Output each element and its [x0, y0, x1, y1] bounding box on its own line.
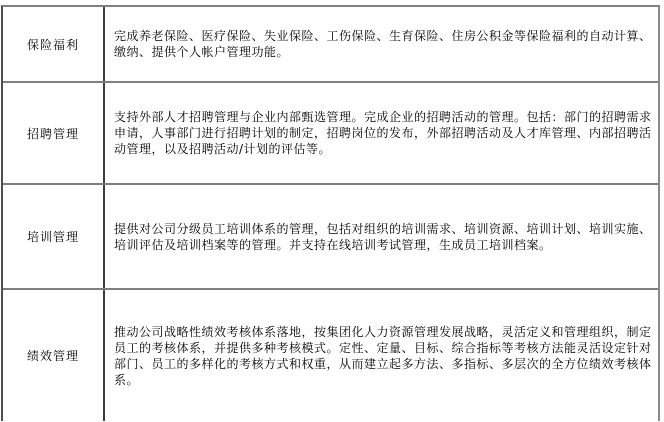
row-description-text: 支持外部人才招聘管理与企业内部甄选管理。完成企业的招聘活动的管理。包括：部门的招聘需求申请，人事部门进行招聘计划的制定，招聘岗位的发布，外部招聘活动及人才库管理、内部招聘活动管理，以及招聘活动/计划的评估等。 — [114, 110, 652, 156]
row-label-text: 绩效管理 — [26, 349, 79, 363]
row-label-text: 培训管理 — [26, 230, 79, 244]
row-description-text: 提供对公司分级员工培训体系的管理，包括对组织的培训需求、培训资源、培训计划、培训实施、培训评估及培训档案等的管理。并支持在线培训考试管理，生成员工培训档案。 — [114, 221, 652, 252]
row-description-text: 完成养老保险、医疗保险、失业保险、工伤保险、生育保险、住房公积金等保险福利的自动计算、缴纳、提供个人帐户管理功能。 — [114, 29, 652, 59]
row-description — [105, 83, 658, 183]
row-label — [3, 290, 105, 421]
table-row — [3, 83, 658, 185]
table-row — [3, 7, 658, 83]
row-description — [105, 185, 658, 288]
row-label-text: 招聘管理 — [26, 126, 79, 141]
hr-feature-table — [1, 5, 660, 421]
table-row — [3, 185, 658, 290]
row-label-text: 保险福利 — [26, 37, 79, 52]
row-label — [3, 185, 105, 288]
row-label — [3, 7, 105, 81]
row-description — [105, 290, 658, 421]
row-label — [3, 83, 105, 183]
row-description-text: 推动公司战略性绩效考核体系落地，按集团化人力资源管理发展战略，灵活定义和管理组织，制定员工的考核体系，并提供多种考核模式。定性、定量、目标、综合指标等考核方法能灵活设定针对部门、员工的多样化的考核方式和权重，从而建立起多方法、多指标、多层次的全方位绩效考核体系。 — [114, 324, 652, 387]
row-description — [105, 7, 658, 81]
table-row — [3, 290, 658, 421]
